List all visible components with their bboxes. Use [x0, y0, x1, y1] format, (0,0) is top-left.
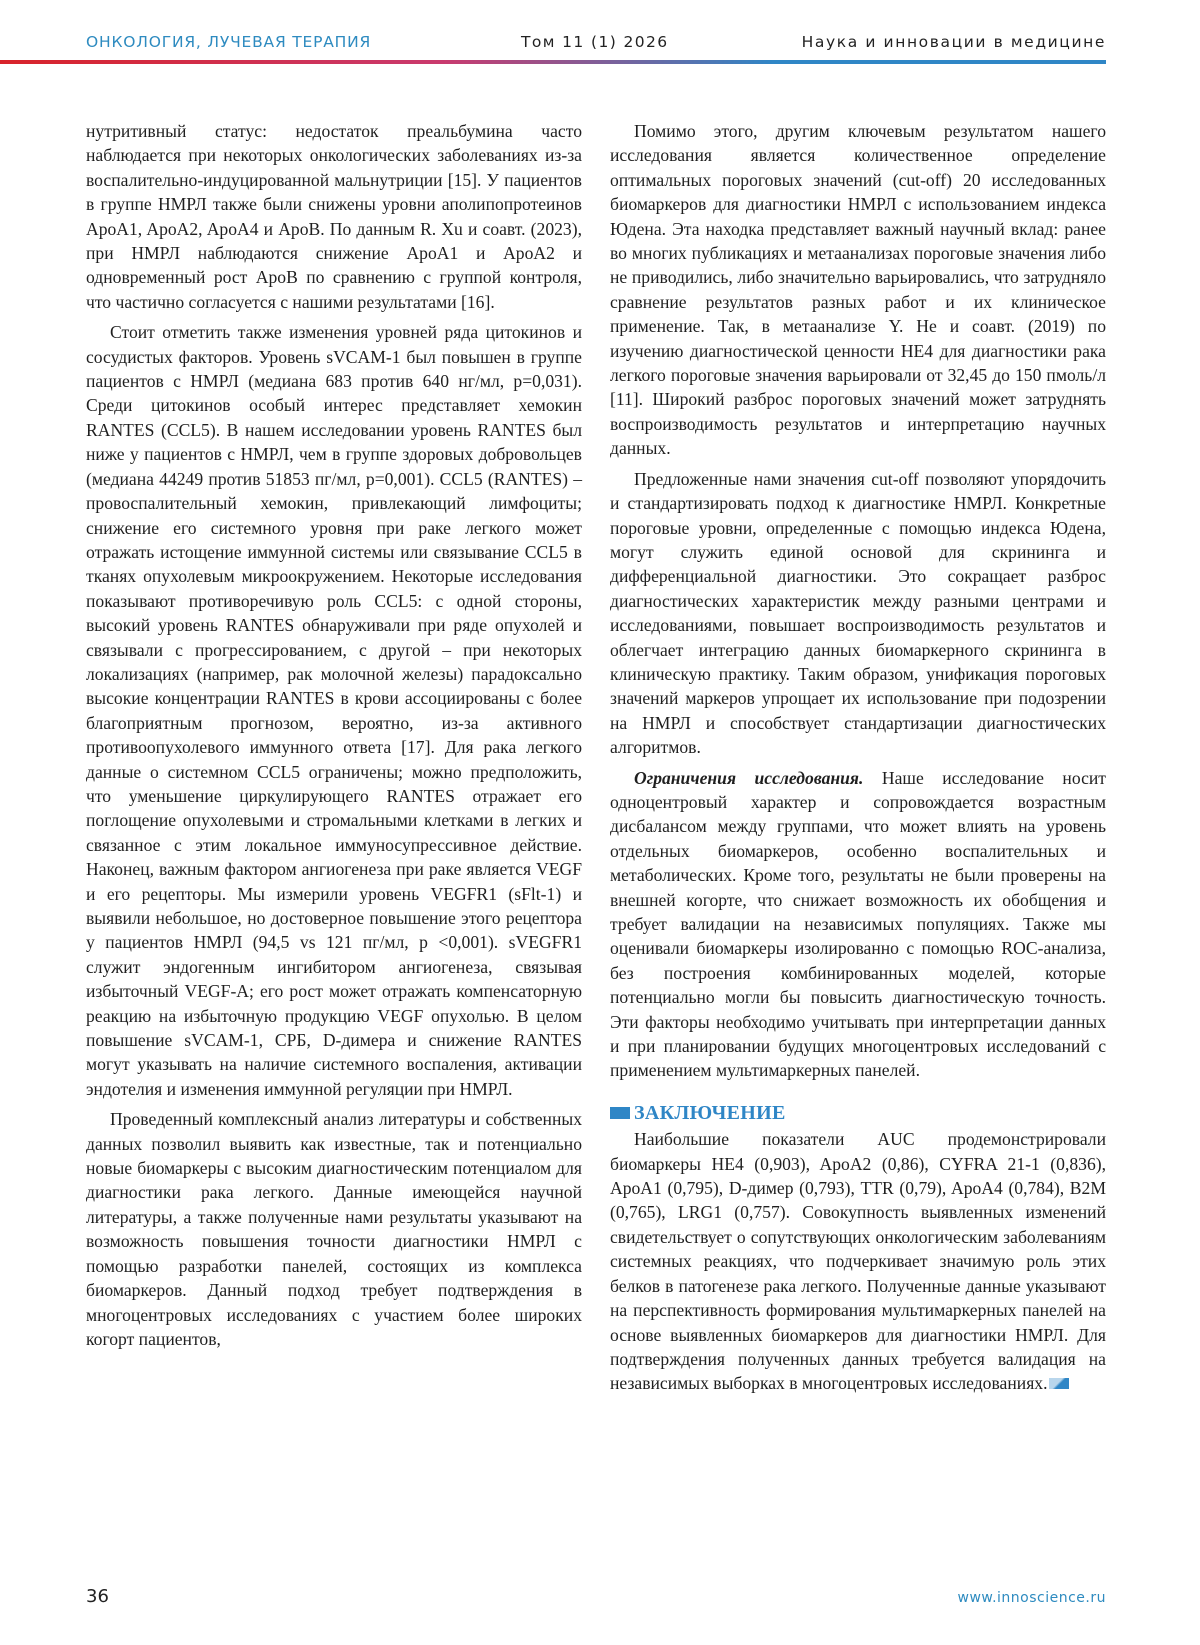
header-divider [0, 60, 1106, 64]
paragraph: Помимо этого, другим ключевым результатом нашего исследования является количественное определение оптимальных пороговых значений (cut-off) 20 исследованных биомаркеров для диагностики НМРЛ с использованием индекса Юдена. Эта находка представляет важный научный вклад: ранее во многих публикациях и метаанализах пороговые значения либо не приводились, либо значительно варьировались, что затрудняло сравнение результатов разных работ и их клиническое применение. Так, в метаанализе Y. He и соавт. (2019) по изучению диагностической ценности HE4 для диагностики рака легкого пороговые значения варьировали от 32,45 до 150 пмоль/л [11]. Широкий разброс пороговых значений может затруднять воспроизводимость результатов и интерпретацию научных данных. [610, 121, 1106, 459]
conclusion-text: Наибольшие показатели AUC продемонстрировали биомаркеры HE4 (0,903), ApoA2 (0,86), CYFRA 21-1 (0,836), ApoA1 (0,795), D-димер (0,793), TTR (0,79), ApoA4 (0,784), B2M (0,765), LRG1 (0,757). Совокупность выявленных изменений свидетельствует о сопутствующих онкологическим заболеваниям системных реакциях, что подчеркивает значимую роль этих белков в патогенезе рака легкого. Полученные данные указывают на перспективность формирования мультимаркерных панелей на основе выявленных биомаркеров для диагностики НМРЛ. Для подтверждения полученных данных требуется валидация на независимых выборках в многоцентровых исследованиях. [610, 1129, 1106, 1394]
end-of-article-icon [1049, 1378, 1069, 1389]
journal-section: ОНКОЛОГИЯ, ЛУЧЕВАЯ ТЕРАПИЯ [86, 33, 372, 51]
conclusion-paragraph [610, 1127, 1106, 1395]
limitations-lead: Ограничения исследования. [634, 767, 864, 788]
page-number: 36 [86, 1586, 109, 1607]
running-header [86, 33, 1106, 55]
conclusion-heading [610, 1101, 1106, 1125]
paragraph: Предложенные нами значения cut-off позволяют упорядочить и стандартизировать подход к диагностике НМРЛ. Конкретные пороговые уровни, определенные с помощью индекса Юдена, могут служить единой основой для скрининга и дифференциальной диагностики. Это сокращает разброс диагностических характеристик между разными центрами и исследованиями, повышает воспроизводимость результатов и облегчает интеграцию данных биомаркерного скрининга в клиническую практику. Таким образом, унификация пороговых значений маркеров упрощает их использование при подозрении на НМРЛ и способствует стандартизации диагностических алгоритмов. [610, 468, 1106, 758]
website-link[interactable]: www.innoscience.ru [957, 1590, 1106, 1606]
paragraph: нутритивный статус: недостаток преальбумина часто наблюдается при некоторых онкологических заболеваниях из-за воспалительно-индуцированной мальнутриции [15]. У пациентов в группе НМРЛ также были снижены уровни аполипопротеинов ApoA1, ApoA2, ApoA4 и ApoB. По данным R. Xu и соавт. (2023), при НМРЛ наблюдаются снижение ApoA1 и ApoA2 и одновременный рост ApoB по сравнению с группой контроля, что частично согласуется с нашими результатами [16]. [86, 121, 582, 312]
limitations-body: Наше исследование носит одноцентровый характер и сопровождается возрастным дисбалансом между группами, что может влиять на уровень отдельных биомаркеров, особенно воспалительных и метаболических. Кроме того, результаты не были проверены на внешней когорте, что снижает возможность их обобщения и требует валидации на независимых популяциях. Также мы оценивали биомаркеры изолированно с помощью ROC-анализа, без построения комбинированных моделей, которые потенциально могли бы повысить диагностическую точность. Эти факторы необходимо учитывать при интерпретации данных и при планировании будущих многоцентровых исследований с применением мультимаркерных панелей. [610, 767, 1106, 1081]
right-column [610, 119, 1106, 1402]
journal-name: Наука и инновации в медицине [801, 33, 1106, 51]
conclusion-heading-text: ЗАКЛЮЧЕНИЕ [634, 1101, 786, 1124]
paragraph: Стоит отметить также изменения уровней ряда цитокинов и сосудистых факторов. Уровень sVCAM-1 был повышен в группе пациентов с НМРЛ (медиана 683 против 640 нг/мл, p=0,031). Среди цитокинов особый интерес представляет хемокин RANTES (CCL5). В нашем исследовании уровень RANTES был ниже у пациентов с НМРЛ, чем в группе здоровых добровольцев (медиана 44249 против 51853 пг/мл, p=0,001). CCL5 (RANTES) – провоспалительный хемокин, привлекающий лимфоциты; снижение его системного уровня при раке легкого может отражать истощение иммунной системы или связывание CCL5 в тканях опухолевым микроокружением. Некоторые исследования показывают противоречивую роль CCL5: с одной стороны, высокий уровень RANTES обнаруживали при ряде опухолей и связывали с прогрессированием, с другой – при некоторых локализациях (например, рак молочной железы) парадоксально высокие концентрации RANTES в крови ассоциированы с более благоприятным прогнозом, вероятно, из-за активного противоопухолевого иммунного ответа [17]. Для рака легкого данные о системном CCL5 ограничены; можно предположить, что уменьшение циркулирующего RANTES отражает его поглощение опухолевыми и стромальными клетками в легких и связанное с этим локальное иммуносупрессивное действие. Наконец, важным фактором ангиогенеза при раке является VEGF и его рецепторы. Мы измерили уровень VEGFR1 (sFlt-1) и выявили небольшое, но достоверное повышение этого рецептора у пациентов НМРЛ (94,5 vs 121 пг/мл, p <0,001). sVEGFR1 служит эндогенным ингибитором ангиогенеза, связывая избыточный VEGF-A; его рост может отражать компенсаторную реакцию на избыточную продукцию VEGF опухолью. В целом повышение sVCAM-1, СРБ, D-димера и снижение RANTES могут указывать на наличие системного воспаления, активации эндотелия и изменения иммунной регуляции при НМРЛ. [86, 322, 582, 1099]
heading-square-icon [610, 1107, 630, 1119]
paragraph: Проведенный комплексный анализ литературы и собственных данных позволил выявить как известные, так и потенциально новые биомаркеры с высоким диагностическим потенциалом для диагностики рака легкого. Данные имеющейся научной литературы, а также полученные нами результаты указывают на возможность повышения точности диагностики НМРЛ с помощью разработки панелей, состоящих из комплекса биомаркеров. Данный подход требует подтверждения в многоцентровых исследованиях с участием более широких когорт пациентов, [86, 1109, 582, 1349]
left-column [86, 119, 582, 1357]
volume-issue: Том 11 (1) 2026 [521, 33, 669, 51]
limitations-paragraph [610, 766, 1106, 1083]
